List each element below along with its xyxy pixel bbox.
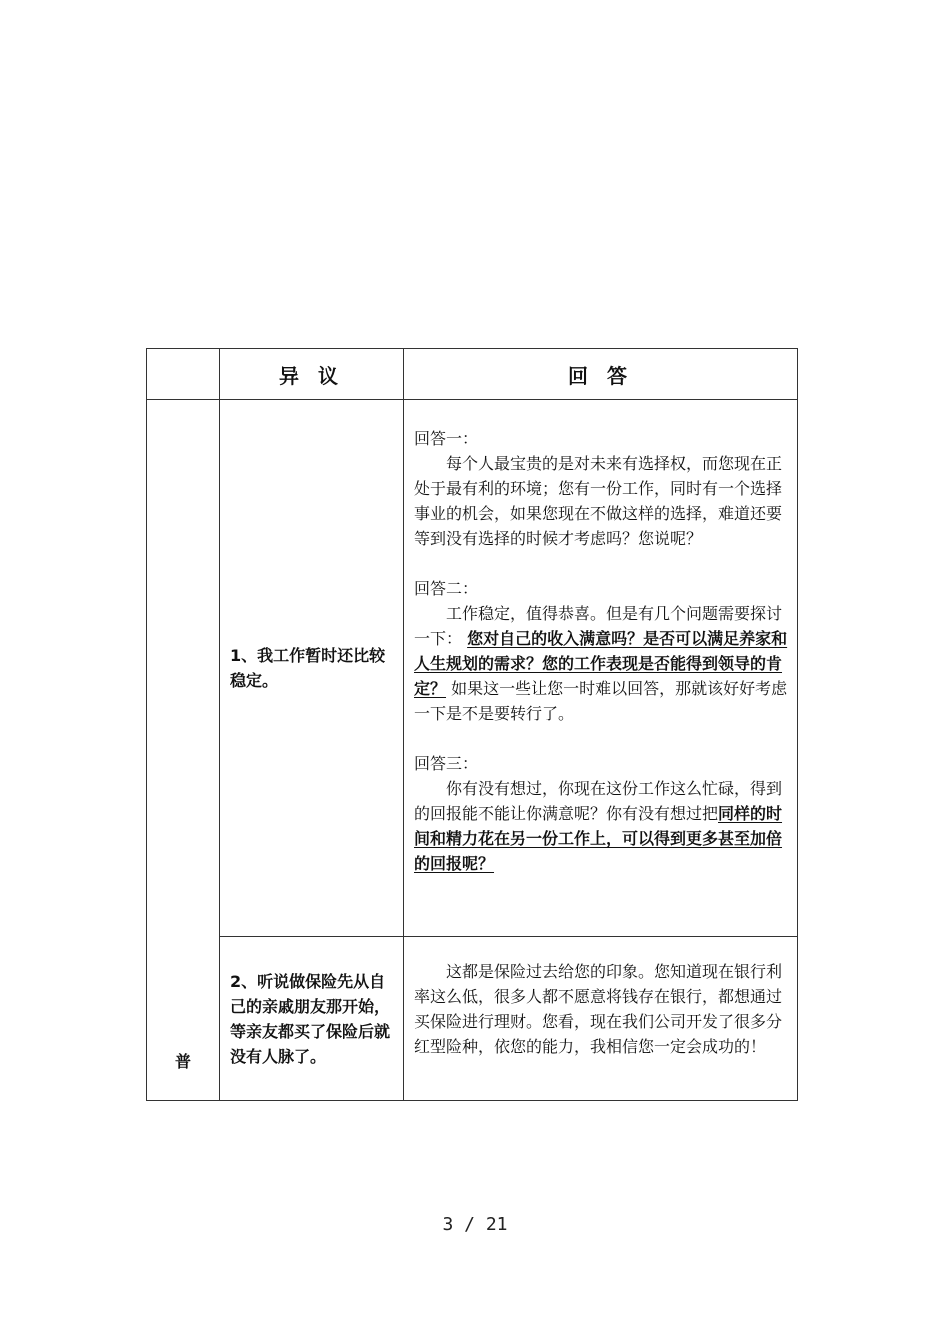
- answer-text: 你有没有想过，你现在这份工作这么忙碌，得到的回报能不能让你满意呢？你有没有想过把: [414, 779, 783, 823]
- emphasized-text: 同样的时间和精力花在另一份工作上，可以得到更多甚至加倍的回报呢？: [414, 804, 783, 873]
- answer-text: 工作稳定，值得恭喜。但是有几个问题需要探讨一下：: [414, 604, 783, 648]
- answer-label: 回答一：: [414, 429, 479, 448]
- header-category: [147, 349, 220, 400]
- objection-cell: [220, 937, 404, 1101]
- page-number: 3 / 21: [442, 1214, 508, 1235]
- objection-answer-table: [146, 348, 798, 1101]
- answer-text: 如果这一些让您一时难以回答，那就该好好考虑一下是不是要转行了。: [414, 679, 788, 723]
- objection-text: 1、我工作暂时还比较稳定。: [230, 646, 386, 690]
- table-row: [147, 937, 798, 1101]
- answer-paragraph: 这都是保险过去给您的印象。您知道现在银行利率这么低，很多人都不愿意将钱存在银行，都想通过买保险进行理财。您看，现在我们公司开发了很多分红型险种，依您的能力，我相信您一定会成功的！: [414, 962, 783, 1056]
- answer-label: 回答二：: [414, 579, 479, 598]
- category-label: 普: [174, 1052, 191, 1071]
- answer-paragraph: [414, 601, 789, 726]
- answer-paragraph: [414, 776, 789, 876]
- answer-cell: [404, 937, 798, 1101]
- objection-cell: [220, 400, 404, 937]
- header-answer: 回 答: [404, 349, 798, 400]
- emphasized-text: 您对自己的收入满意吗？是否可以满足养家和人生规划的需求？您的工作表现是否能得到领导的肯定？: [414, 629, 788, 698]
- answer-label: 回答三：: [414, 754, 479, 773]
- objection-text: 2、听说做保险先从自己的亲戚朋友那开始，等亲友都买了保险后就没有人脉了。: [230, 971, 391, 1066]
- table-header-row: [147, 349, 798, 400]
- header-objection: 异 议: [220, 349, 404, 400]
- answer-paragraph: 每个人最宝贵的是对未来有选择权，而您现在正处于最有利的环境；您有一份工作，同时有一个选择事业的机会，如果您现在不做这样的选择，难道还要等到没有选择的时候才考虑吗？您说呢？: [414, 454, 783, 548]
- category-cell: [147, 400, 220, 1101]
- answer-cell: [404, 400, 798, 937]
- table-row: [147, 400, 798, 937]
